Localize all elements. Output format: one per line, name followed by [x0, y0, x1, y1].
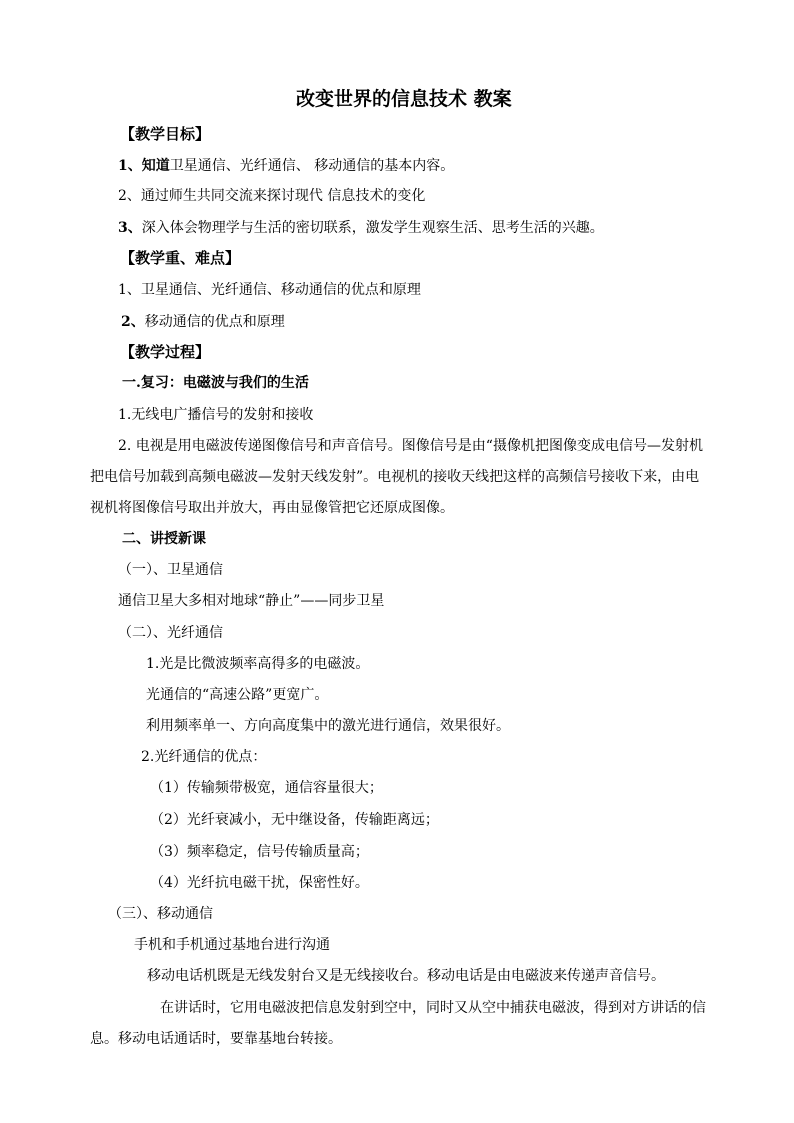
advantage-4: （4）光纤抗电磁干扰，保密性好。	[150, 875, 369, 891]
fiber-point-2: 2.光纤通信的优点：	[141, 749, 267, 765]
keypoint-2-number: 2、	[121, 314, 145, 330]
objective-3-number: 3、	[118, 220, 142, 236]
mobile-text-1: 手机和手机通过基地台进行沟通	[134, 937, 330, 953]
keypoint-1: 1、卫星通信、光纤通信、移动通信的优点和原理	[118, 282, 421, 298]
keypoint-2-text: 移动通信的优点和原理	[144, 314, 285, 330]
objective-3	[118, 218, 604, 238]
mobile-heading: （三）、移动通信	[108, 906, 213, 922]
mobile-text-3: 在讲话时，它用电磁波把信息发射到空中，同时又从空中捕获电磁波，得到对方讲话的信息。移动电话通话时，要靠基地台转接。	[90, 1000, 706, 1047]
review-item-2: 2. 电视是用电磁波传递图像信号和声音信号。图像信号是由“摄像机把图像变成电信号—发射机把电信号加载到高频电磁波—发射天线发射”。电视机的接收天线把这样的高频信号接收下来，由电视机将图像信号取出并放大，再由显像管把它还原成图像。	[90, 438, 703, 516]
objective-3-text: 深入体会物理学与生活的密切联系，激发学生观察生活、思考生活的兴趣。	[141, 220, 604, 236]
section-keypoints: 【教学重、难点】	[120, 249, 241, 267]
page-title: 改变世界的信息技术 教案	[296, 88, 512, 110]
mobile-text-2: 移动电话机既是无线发射台又是无线接收台。移动电话是由电磁波来传递声音信号。	[147, 968, 665, 984]
review-heading: 一.复习：电磁波与我们的生活	[122, 375, 309, 391]
fiber-point-1c: 利用频率单一、方向高度集中的激光进行通信，效果很好。	[146, 718, 510, 734]
new-lesson-heading: 二、讲授新课	[122, 531, 206, 547]
objective-1-text: 卫星通信、光纤通信、 移动通信的基本内容。	[169, 158, 455, 174]
fiber-heading: （二）、光纤通信	[118, 625, 223, 641]
objective-2: 2、通过师生共同交流来探讨现代 信息技术的变化	[118, 188, 426, 204]
fiber-point-1: 1.光是比微波频率高得多的电磁波。	[146, 656, 370, 672]
advantage-3: （3）频率稳定，信号传输质量高；	[150, 844, 369, 860]
advantage-1: （1）传输频带极宽，通信容量很大；	[150, 780, 383, 796]
objective-1-keyword: 知道	[141, 158, 170, 174]
section-objectives: 【教学目标】	[120, 125, 211, 143]
review-item-1: 1.无线电广播信号的发射和接收	[118, 407, 314, 423]
satellite-heading: （一）、卫星通信	[118, 562, 223, 578]
fiber-point-1b: 光通信的“高速公路”更宽广。	[146, 687, 329, 703]
section-process: 【教学过程】	[120, 343, 211, 361]
objective-1	[118, 156, 454, 176]
advantage-2: （2）光纤衰减小，无中继设备，传输距离远；	[150, 812, 439, 828]
objective-1-number: 1、	[118, 158, 142, 174]
satellite-text: 通信卫星大多相对地球“静止”——同步卫星	[118, 593, 385, 609]
keypoint-2	[121, 312, 285, 332]
